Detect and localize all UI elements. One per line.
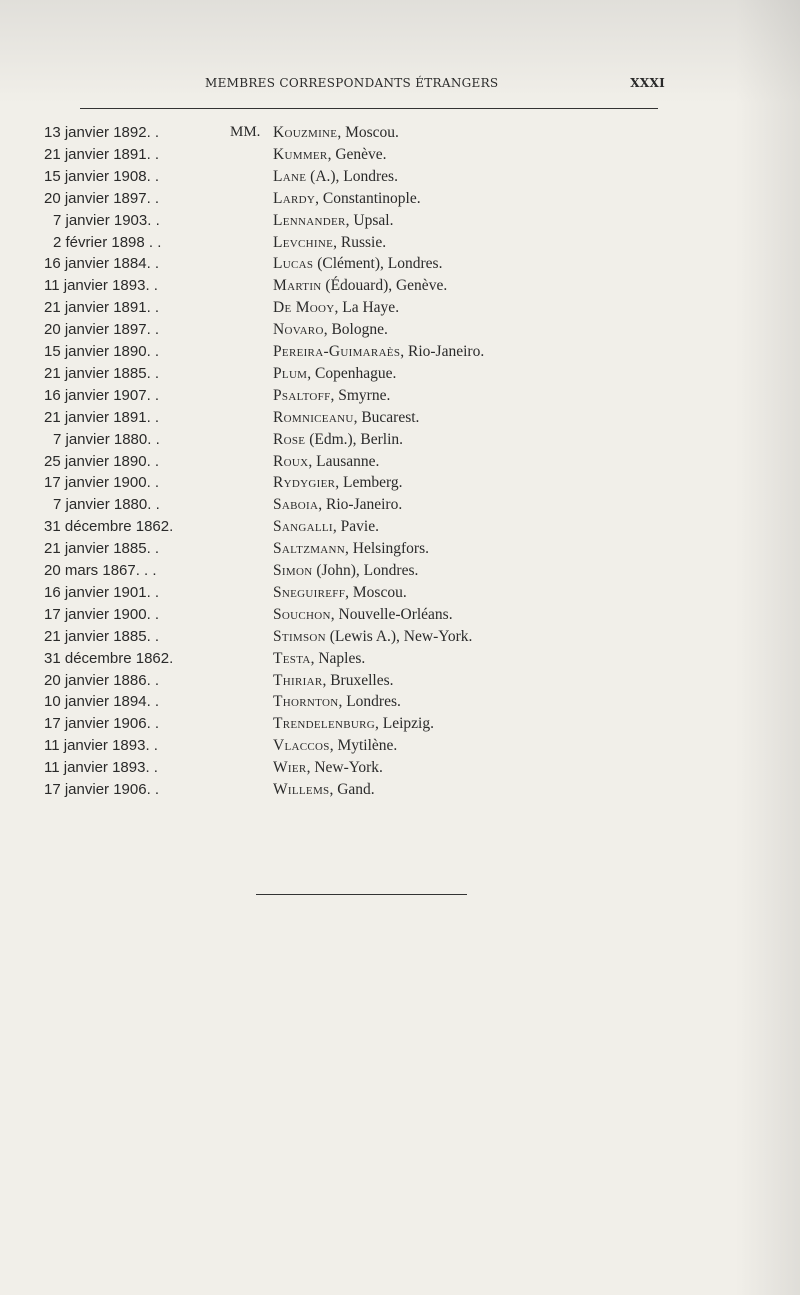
- member-surname: Souchon: [273, 605, 331, 623]
- member-entry: [0, 606, 800, 628]
- member-entry: [0, 584, 800, 606]
- member-details: , Moscou.: [337, 124, 399, 141]
- member-details: , Naples.: [310, 649, 366, 667]
- member-surname: Simon: [273, 562, 313, 579]
- member-details: , Smyrne.: [330, 386, 391, 404]
- member-details: (John), Londres.: [312, 562, 419, 579]
- member-name: [273, 606, 453, 624]
- election-date: 16 janvier 1907. .: [44, 386, 160, 404]
- member-name: [273, 650, 365, 668]
- member-details: , Gand.: [329, 781, 375, 798]
- member-name: [273, 124, 399, 142]
- member-name: [273, 321, 388, 339]
- member-details: , Bruxelles.: [322, 671, 394, 689]
- election-date: 21 janvier 1885. .: [44, 540, 160, 558]
- member-name: [273, 299, 399, 317]
- member-details: , Genève.: [327, 145, 387, 163]
- member-entry: [0, 146, 800, 168]
- member-surname: De Mooy: [273, 299, 335, 317]
- election-date: 20 janvier 1897. .: [44, 321, 160, 339]
- member-entry: [0, 650, 800, 672]
- member-details: , Bucarest.: [353, 408, 420, 426]
- member-surname: Vlaccos: [273, 737, 330, 755]
- member-surname: Lucas: [273, 255, 314, 273]
- closing-rule: [256, 894, 467, 895]
- member-name: [273, 540, 429, 558]
- member-surname: Rose: [273, 430, 306, 448]
- member-name: [273, 584, 407, 602]
- election-date: 10 janvier 1894. .: [44, 693, 160, 711]
- member-entry: [0, 168, 800, 190]
- election-date: 21 janvier 1891. .: [44, 299, 160, 317]
- member-entry: [0, 212, 800, 234]
- member-surname: Saltzmann: [273, 540, 346, 558]
- member-surname: Stimson: [273, 627, 326, 645]
- election-date: 7 janvier 1903. .: [53, 211, 160, 229]
- header-rule: [80, 108, 658, 109]
- member-name: [273, 168, 398, 186]
- election-date: 7 janvier 1880. .: [53, 430, 160, 448]
- header-title: MEMBRES CORRESPONDANTS ÉTRANGERS: [205, 76, 499, 90]
- election-date: 20 janvier 1886. .: [44, 671, 160, 689]
- member-entry: [0, 759, 800, 781]
- election-date: 13 janvier 1892. .: [44, 124, 160, 141]
- member-entry: [0, 190, 800, 212]
- member-details: , Leipzig.: [374, 715, 434, 733]
- member-entry: [0, 234, 800, 256]
- member-name: [273, 431, 403, 449]
- member-surname: Lardy: [273, 189, 316, 207]
- election-date: 2 février 1898 . .: [53, 233, 162, 251]
- member-entry: [0, 277, 800, 299]
- member-details: , Constantinople.: [315, 189, 421, 207]
- member-surname: Pereira-Guimaraès: [273, 343, 401, 360]
- member-details: (Clément), Londres.: [313, 255, 443, 273]
- member-name: [273, 693, 401, 711]
- member-surname: Thiriar: [273, 671, 323, 689]
- election-date: 20 mars 1867. . .: [44, 562, 157, 579]
- election-date: 17 janvier 1900. .: [44, 474, 160, 492]
- member-details: , Londres.: [338, 693, 401, 711]
- member-details: (A.), Londres.: [306, 167, 398, 185]
- member-name: [273, 190, 421, 208]
- member-details: , Moscou.: [345, 583, 407, 601]
- member-surname: Willems: [273, 781, 330, 798]
- member-surname: Martin: [273, 277, 322, 295]
- member-details: (Edm.), Berlin.: [305, 430, 404, 448]
- member-details: , Copenhague.: [307, 364, 397, 382]
- election-date: 15 janvier 1890. .: [44, 343, 160, 360]
- member-entry: [0, 299, 800, 321]
- member-details: , Lemberg.: [335, 474, 403, 492]
- member-name: [273, 759, 383, 777]
- member-name: [273, 628, 472, 646]
- member-name: [273, 496, 402, 514]
- election-date: 21 janvier 1891. .: [44, 408, 160, 426]
- page-number: XXXI: [630, 76, 665, 90]
- member-details: , Upsal.: [345, 211, 394, 229]
- member-details: , Nouvelle-Orléans.: [330, 605, 453, 623]
- member-surname: Lennander: [273, 211, 346, 229]
- member-surname: Psaltoff: [273, 386, 331, 404]
- election-date: 31 décembre 1862.: [44, 649, 174, 667]
- mm-label: MM.: [230, 124, 261, 140]
- member-entry: [0, 343, 800, 365]
- member-entry: [0, 715, 800, 737]
- member-surname: Rydygier: [273, 474, 336, 492]
- member-entry: [0, 365, 800, 387]
- member-details: , Mytilène.: [329, 737, 398, 755]
- member-name: [273, 343, 484, 361]
- member-surname: Trendelenburg: [273, 715, 375, 733]
- member-details: , Bologne.: [323, 321, 388, 339]
- member-name: [273, 781, 375, 799]
- member-name: [273, 146, 387, 164]
- member-details: (Lewis A.), New-York.: [325, 627, 473, 645]
- member-surname: Saboia: [273, 496, 319, 514]
- member-details: (Édouard), Genève.: [321, 277, 448, 295]
- member-name: [273, 234, 386, 252]
- member-details: , Rio-Janeiro.: [318, 496, 403, 514]
- member-details: , La Haye.: [334, 299, 400, 317]
- member-entry: [0, 518, 800, 540]
- member-surname: Kummer: [273, 145, 328, 163]
- member-surname: Plum: [273, 364, 308, 382]
- member-entry: [0, 781, 800, 803]
- election-date: 11 janvier 1893. .: [44, 759, 158, 777]
- member-surname: Novaro: [273, 321, 324, 339]
- member-name: [273, 255, 442, 273]
- member-entry: [0, 255, 800, 277]
- election-date: 11 janvier 1893. .: [44, 737, 158, 755]
- member-entry: [0, 387, 800, 409]
- member-entry: [0, 496, 800, 518]
- member-entry: [0, 124, 800, 146]
- member-entry: [0, 321, 800, 343]
- election-date: 17 janvier 1906. .: [44, 715, 160, 733]
- member-details: , Helsingfors.: [345, 540, 429, 558]
- election-date: 17 janvier 1900. .: [44, 605, 160, 623]
- member-name: [273, 518, 379, 536]
- member-name: [273, 277, 447, 295]
- member-name: [273, 387, 390, 405]
- member-name: [273, 212, 393, 230]
- election-date: 31 décembre 1862.: [44, 518, 174, 536]
- member-entry: [0, 431, 800, 453]
- member-entry: [0, 540, 800, 562]
- member-surname: Sneguireff: [273, 583, 346, 601]
- member-surname: Thornton: [273, 693, 339, 711]
- member-entry: [0, 737, 800, 759]
- member-details: , Russie.: [333, 233, 387, 251]
- election-date: 17 janvier 1906. .: [44, 781, 160, 798]
- member-name: [273, 715, 434, 733]
- election-date: 16 janvier 1901. .: [44, 583, 160, 601]
- member-entry: [0, 474, 800, 496]
- member-surname: Sangalli: [273, 518, 333, 536]
- election-date: 16 janvier 1884. .: [44, 255, 160, 273]
- member-entry: [0, 453, 800, 475]
- member-details: , Lausanne.: [308, 452, 380, 470]
- election-date: 7 janvier 1880. .: [53, 496, 160, 514]
- member-entry: [0, 672, 800, 694]
- member-name: [273, 409, 419, 427]
- member-name: [273, 562, 418, 580]
- member-surname: Wier: [273, 759, 307, 777]
- member-name: [273, 365, 396, 383]
- member-surname: Romniceanu: [273, 408, 354, 426]
- member-name: [273, 474, 403, 492]
- election-date: 21 janvier 1891. .: [44, 145, 160, 163]
- member-surname: Roux: [273, 452, 309, 470]
- member-entry: [0, 693, 800, 715]
- member-surname: Testa: [273, 649, 311, 667]
- member-entry: [0, 409, 800, 431]
- election-date: 21 janvier 1885. .: [44, 627, 160, 645]
- member-entry: [0, 628, 800, 650]
- member-details: , Rio-Janeiro.: [400, 343, 485, 360]
- member-name: [273, 737, 397, 755]
- election-date: 25 janvier 1890. .: [44, 452, 160, 470]
- member-name: [273, 453, 379, 471]
- member-details: , Pavie.: [332, 518, 379, 536]
- member-surname: Levchine: [273, 233, 334, 251]
- member-surname: Lane: [273, 167, 307, 185]
- election-date: 21 janvier 1885. .: [44, 364, 160, 382]
- member-entry: [0, 562, 800, 584]
- member-name: [273, 672, 394, 690]
- running-header: [205, 76, 665, 96]
- election-date: 20 janvier 1897. .: [44, 189, 160, 207]
- member-details: , New-York.: [306, 759, 383, 777]
- election-date: 15 janvier 1908. .: [44, 167, 160, 185]
- election-date: 11 janvier 1893. .: [44, 277, 158, 295]
- member-surname: Kouzmine: [273, 124, 338, 141]
